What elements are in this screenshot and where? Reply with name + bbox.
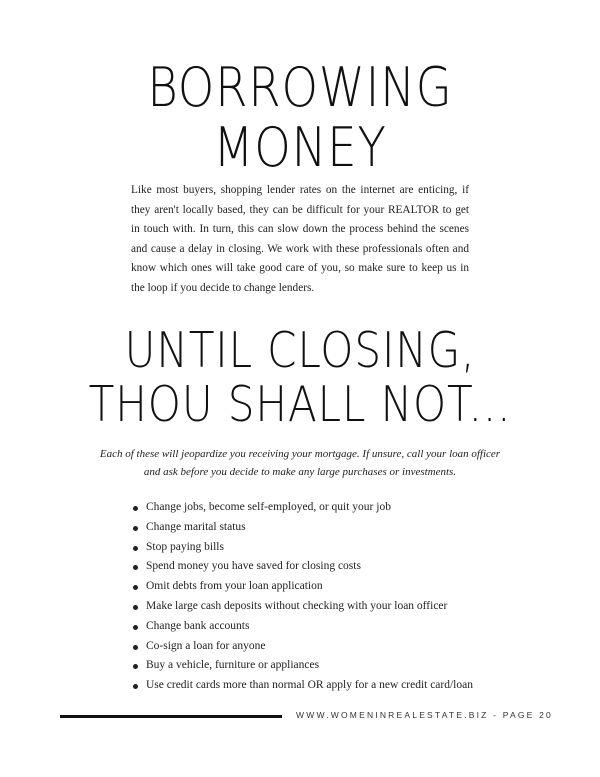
footer-divider [60,715,282,718]
list-item [131,498,473,518]
intro-paragraph: Like most buyers, shopping lender rates on the internet are enticing, if they aren't locally based, they can be difficult for your REALTOR to get in touch with. In turn, this can slow down the process behind the scenes and cause a delay in closing. We work with these professionals often and know which ones will take good care of you, so make sure to keep us in the loop if you decide to change lenders. [131,184,469,294]
list-item [131,557,473,577]
list-item-text: Change jobs, become self-employed, or quit your job [146,501,391,513]
list-item [131,597,473,617]
list-item [131,518,473,538]
section-subtitle-line-2: and ask before you decide to make any large purchases or investments. [143,466,457,478]
bullet-icon [133,526,138,531]
bullet-icon [133,625,138,630]
bullet-icon [133,546,138,551]
bullet-icon [133,585,138,590]
bullet-icon [133,605,138,610]
list-item [131,617,473,637]
footer-page-number: PAGE 20 [502,710,553,720]
list-item [131,637,473,657]
list-item [131,676,473,696]
list-item [131,577,473,597]
bullet-icon [133,645,138,650]
list-item [131,538,473,558]
page-title [42,58,558,178]
section-subtitle [70,445,530,481]
list-item-text: Use credit cards more than normal OR apply for a new credit card/loan [146,679,473,692]
page-title-line-2: MONEY [213,116,387,179]
footer-separator: - [493,710,499,720]
list-item [131,656,473,676]
list-item-text: Spend money you have saved for closing costs [146,560,361,573]
list-item-text: Stop paying bills [146,540,224,553]
bullet-icon [133,664,138,669]
list-item-text: Make large cash deposits without checking with your loan officer [146,599,448,612]
list-item-text: Co-sign a loan for anyone [146,639,266,652]
list-item-text: Change bank accounts [146,619,250,632]
list-item-text: Change marital status [146,520,246,533]
bullet-icon [133,565,138,570]
list-item-text: Buy a vehicle, furniture or appliances [146,659,320,672]
footer-website: WWW.WOMENINREALESTATE.BIZ [296,710,489,720]
bullet-icon [133,684,138,689]
footer [296,710,553,720]
section-title [42,324,558,432]
section-title-line-1: UNTIL CLOSING, [124,322,476,379]
list-item-text: Omit debts from your loan application [146,580,323,593]
page-title-line-1: BORROWING [147,56,453,119]
bullet-icon [133,506,138,511]
section-subtitle-line-1: Each of these will jeopardize you receiving your mortgage. If unsure, call your loan officer [99,448,501,460]
rules-list [131,498,473,696]
section-title-line-2: THOU SHALL NOT... [88,376,512,433]
